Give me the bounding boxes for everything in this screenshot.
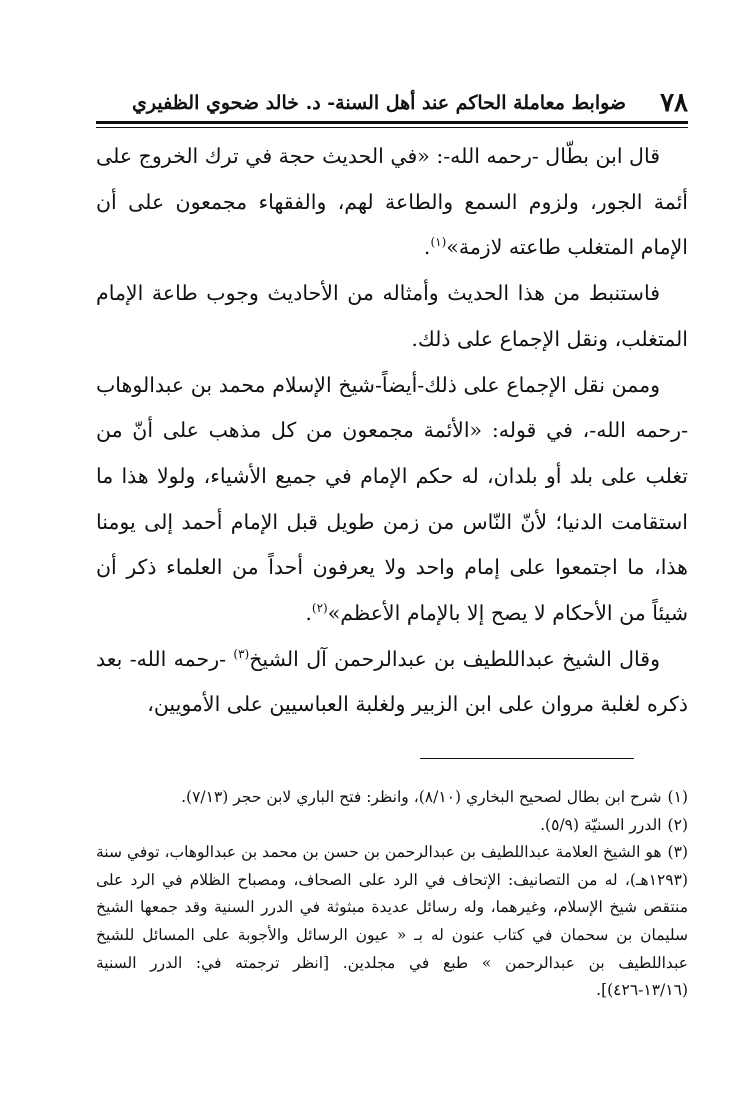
footnote-2 (96, 812, 688, 840)
paragraph-4 (96, 637, 688, 728)
footnote-1 (96, 784, 688, 812)
footnote-text: هو الشيخ العلامة عبداللطيف بن عبدالرحمن بن حسن بن محمد بن عبدالوهاب، توفي سنة (١٢٩٣هـ)، له من التصانيف: الإتحاف في الرد على الصحاف، ومصباح الظلام في الرد على منتقص شيخ الإسلام، وغيرهما، وله رسائل عديدة مبثوثة في الدرر السنية وقد جمعها الشيخ سليمان بن سحمان في كتاب عنون له بـ « عيون الرسائل والأجوبة على المسائل للشيخ عبداللطيف بن عبدالرحمن » طبع في مجلدين. [انظر ترجمته في: الدرر السنية (١٣/١٦-٤٢٦)]. (96, 843, 688, 1000)
header-rule-thin (96, 127, 688, 128)
footnote-separator (420, 758, 634, 759)
paragraph-3 (96, 363, 688, 637)
main-text (96, 134, 688, 728)
paragraph-1-text: قال ابن بطّال -رحمه الله-: «في الحديث حجة في ترك الخروج على أئمة الجور، ولزوم السمع والطاعة لهم، والفقهاء مجمعون على أن الإمام المتغلب طاعته لازمة» (96, 144, 688, 260)
footnote-ref-1: (١) (430, 235, 447, 250)
paragraph-3-end: . (305, 601, 312, 626)
footnote-text: الدرر السنيّة (٥/٩). (540, 815, 662, 834)
page-number: ٧٨ (660, 88, 688, 118)
header-rule-thick (96, 121, 688, 124)
footnote-ref-3: (٣) (233, 646, 250, 661)
paragraph-3-text: وممن نقل الإجماع على ذلك-أيضاً-شيخ الإسلام محمد بن عبدالوهاب -رحمه الله-، في قوله: «الأئمة مجمعون من كل مذهب على أنّ من تغلب على بلد أو بلدان، له حكم الإمام في جميع الأشياء، ولولا هذا ما استقامت الدنيا؛ لأنّ النّاس من زمن طويل قبل الإمام أحمد إلى يومنا هذا، ما اجتمعوا على إمام واحد ولا يعرفون أحداً من العلماء ذكر أن شيئاً من الأحكام لا يصح إلا بالإمام الأعظم» (96, 372, 688, 626)
paragraph-4-text-a: وقال الشيخ عبداللطيف بن عبدالرحمن آل الشيخ (249, 646, 660, 671)
paragraph-1-end: . (423, 235, 431, 260)
running-title: ضوابط معاملة الحاكم عند أهل السنة- د. خالد ضحوي الظفيري (132, 92, 627, 114)
footnotes (96, 784, 688, 1005)
paragraph-1 (96, 134, 688, 271)
paragraph-2: فاستنبط من هذا الحديث وأمثاله من الأحاديث وجوب طاعة الإمام المتغلب، ونقل الإجماع على ذلك. (96, 281, 688, 351)
footnote-number: (٢) (667, 815, 688, 834)
footnote-ref-2: (٢) (311, 601, 328, 616)
footnote-number: (١) (667, 788, 688, 806)
paragraph-4-text-b: -رحمه الله- بعد ذكره لغلبة مروان على ابن الزبير ولغلبة العباسيين على الأمويين، (96, 646, 688, 717)
footnote-text: شرح ابن بطال لصحيح البخاري (٨/١٠)، وانظر: فتح الباري لابن حجر (٧/١٣). (181, 788, 662, 806)
footnote-number: (٣) (667, 843, 688, 862)
footnote-3 (96, 839, 688, 1005)
page-header (96, 88, 688, 118)
